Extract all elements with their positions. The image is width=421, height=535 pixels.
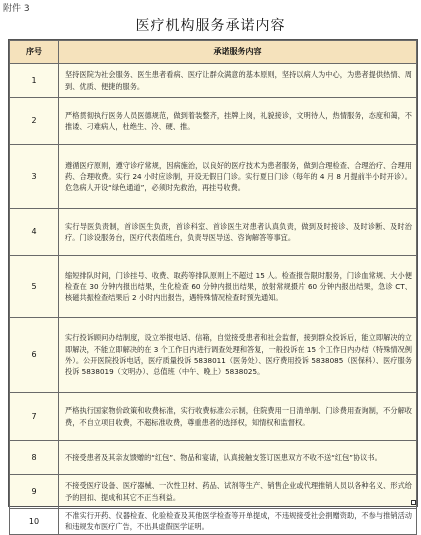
row-number: 3: [10, 145, 59, 209]
page-title: 医疗机构服务承诺内容: [135, 18, 286, 34]
table-row: [10, 64, 417, 98]
row-content: 坚持医院为社会服务、医生患者看病、医疗让群众满意的基本原则，坚持以病人为中心，为患者提供热情、周到、优质、便捷的服务。: [59, 64, 417, 98]
attachment-label: 附件 3: [3, 4, 30, 14]
row-content: 不接受医疗设备、医疗器械、一次性卫材、药品、试剂等生产、销售企业或代理推销人员以各种名义、形式给予的回扣、提成和其它不正当利益。: [59, 475, 417, 509]
commitment-table: [9, 40, 417, 535]
row-content: 缩短排队时间，门诊挂号、收费、取药等排队原则上不超过 15 人。检查报告限时服务，门诊血常规、大小便检查在 30 分钟内报出结果，生化检查 60 分钟内报出结果，放射常规摄片 60 分钟内报出结果，急诊 CT、核磁共振检查结果后 2 小时内出报告，遇特殊情况检查时预先通知。: [59, 256, 417, 318]
table-row: [10, 256, 417, 318]
row-number: 5: [10, 256, 59, 318]
row-content: 实行投诉顾问办结制度，设立举报电话、信箱，自觉接受患者和社会监督，接到群众投诉后，能立即解决的立即解决，不能立即解决的在 3 个工作日内进行调查处理和答复，一般投诉在 15 个工作日内办结（特殊情况例外）。公开医院投诉电话，医疗质量投诉 5838011（医务处）、医疗费用投诉 5838085（医保科）、医疗服务投诉 5838019（文明办）、总值班（中午、晚上）5838025。: [59, 318, 417, 393]
table-corner-marker: [411, 500, 416, 505]
row-number: 1: [10, 64, 59, 98]
row-content: 严格贯彻执行医务人员医德规范，做到着装整齐，挂牌上岗，礼貌接诊，文明待人，热情服务，态度和蔼，不推诿、刁难病人，杜绝生、冷、硬、推。: [59, 98, 417, 145]
commitment-table-container: [8, 39, 418, 532]
row-number: 9: [10, 475, 59, 509]
table-row: [10, 475, 417, 509]
table-row: [10, 509, 417, 535]
table-header-row: [10, 41, 417, 64]
row-content: 不准实行开药、仪器检查、化验检查及其他医学检查等开单提成，不违规接受社会捐赠资助，不参与推销活动和违规发布医疗广告，不出具虚假医学证明。: [59, 509, 417, 535]
table-row: [10, 145, 417, 209]
row-content: 遵循医疗原则，遵守诊疗常规，因病施治，以良好的医疗技术为患者服务，做到合理检查、合理治疗、合理用药、合理收费。实行 24 小时应诊制，开设无假日门诊。实行夏日门诊（每年的 4 月 8 月提前半小时开诊）。危急病人开设“绿色通道”，必须时先救治，再挂号收费。: [59, 145, 417, 209]
header-number: 序号: [10, 41, 59, 64]
row-number: 2: [10, 98, 59, 145]
table-row: [10, 393, 417, 441]
row-number: 6: [10, 318, 59, 393]
table-row: [10, 209, 417, 256]
row-number: 7: [10, 393, 59, 441]
header-content: 承诺服务内容: [59, 41, 417, 64]
row-content: 实行导医负责制，首诊医生负责，首诊科室、首诊医生对患者认真负责，做到及时接诊、及时诊断、及时治疗。门诊设服务台，医疗代表值班台，负责导医导送、咨询解答等事宜。: [59, 209, 417, 256]
row-number: 10: [10, 509, 59, 535]
row-number: 8: [10, 441, 59, 475]
row-content: 不接受患者及其亲友馈赠的“红包”、物品和宴请，认真接触支签订医患双方不收不送“红包”协议书。: [59, 441, 417, 475]
row-number: 4: [10, 209, 59, 256]
row-content: 严格执行国家物价政策和收费标准，实行收费标准公示制，住院费用一日清单制、门诊费用查询制，不分解收费，不自立项目收费，不超标准收费，尊重患者的选择权，知情权和监督权。: [59, 393, 417, 441]
table-row: [10, 441, 417, 475]
table-row: [10, 98, 417, 145]
table-row: [10, 318, 417, 393]
